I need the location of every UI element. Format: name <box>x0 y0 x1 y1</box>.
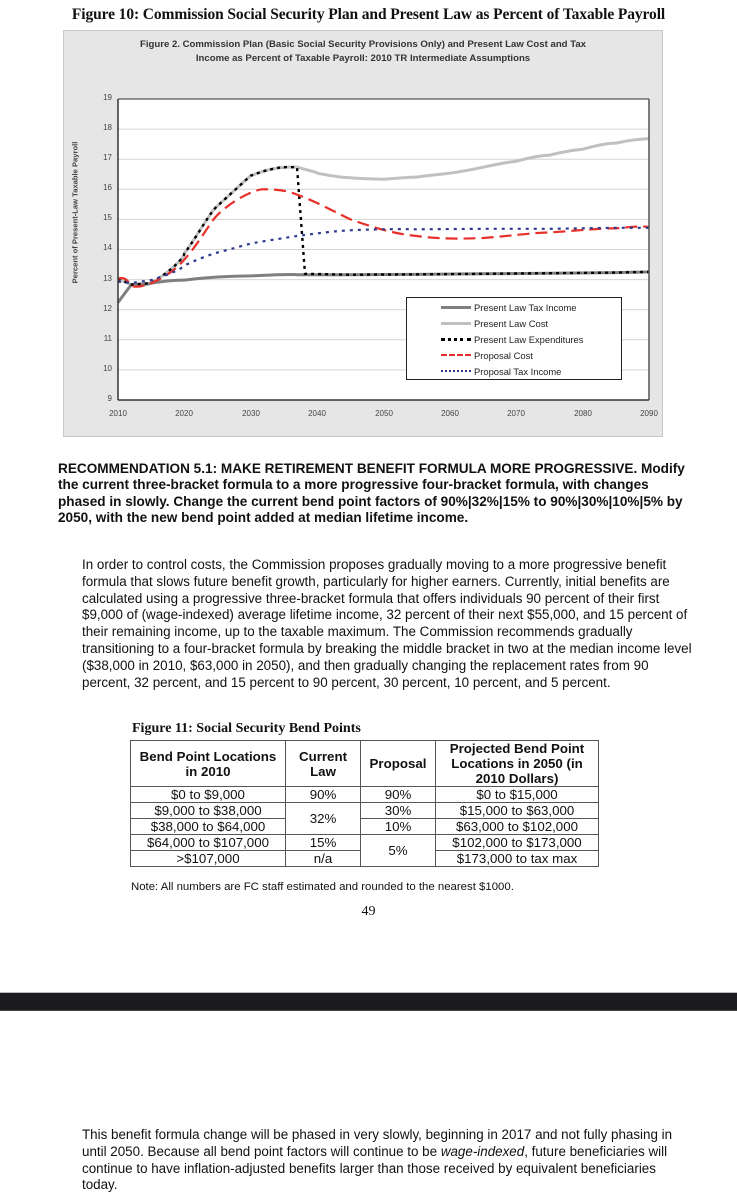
legend-item-present-law-expenditures: Present Law Expenditures <box>407 331 583 347</box>
y-tick: 11 <box>103 334 112 343</box>
y-tick: 19 <box>103 93 112 102</box>
header-proposal: Proposal <box>361 741 436 787</box>
x-tick: 2060 <box>441 409 459 418</box>
cell-range-2050: $63,000 to $102,000 <box>436 819 599 835</box>
dotted-line-swatch-icon <box>441 338 471 341</box>
y-tick: 10 <box>103 364 112 373</box>
y-tick: 15 <box>103 213 112 222</box>
y-tick: 14 <box>103 243 112 252</box>
body-paragraph-2 <box>82 1127 692 1194</box>
chart-inner-title-line2: Income as Percent of Taxable Payroll: 2010 TR Intermediate Assumptions <box>195 53 531 64</box>
figure-11-title: Figure 11: Social Security Bend Points <box>132 721 361 736</box>
x-tick: 2040 <box>308 409 326 418</box>
y-tick: 16 <box>103 183 112 192</box>
cell-range-2010: >$107,000 <box>131 851 286 867</box>
table-header-row <box>131 741 599 787</box>
page-separator-bar <box>0 992 737 1011</box>
line-chart-plot <box>0 0 737 450</box>
y-tick: 18 <box>103 123 112 132</box>
cell-range-2010: $38,000 to $64,000 <box>131 819 286 835</box>
header-bend-points-2010: Bend Point Locations in 2010 <box>131 741 286 787</box>
figure-10-title: Figure 10: Commission Social Security Plan and Present Law as Percent of Taxable Payroll <box>71 6 666 23</box>
table-row <box>131 819 599 835</box>
chart-y-axis-label: Percent of Present-Law Taxable Payroll <box>70 141 80 284</box>
x-tick: 2010 <box>109 409 127 418</box>
solid-line-swatch-icon <box>441 306 471 309</box>
y-tick: 13 <box>103 274 112 283</box>
x-tick: 2070 <box>507 409 525 418</box>
y-tick: 9 <box>107 394 112 403</box>
chart-inner-title-line1: Figure 2. Commission Plan (Basic Social Security Provisions Only) and Present Law Cost and Tax <box>139 39 587 50</box>
cell-range-2010: $0 to $9,000 <box>131 787 286 803</box>
cell-range-2050: $0 to $15,000 <box>436 787 599 803</box>
page-number: 49 <box>361 904 376 919</box>
header-current-law: Current Law <box>286 741 361 787</box>
legend-item-present-law-tax-income: Present Law Tax Income <box>407 299 576 315</box>
bend-points-table <box>130 740 599 867</box>
cell-range-2010: $9,000 to $38,000 <box>131 803 286 819</box>
cell-proposal: 10% <box>361 819 436 835</box>
table-row <box>131 803 599 819</box>
cell-proposal: 5% <box>361 835 436 867</box>
cell-proposal: 30% <box>361 803 436 819</box>
body-paragraph-1: In order to control costs, the Commission proposes gradually moving to a more progressive benefit formula that slows future benefit growth, particularly for higher earners. Currently, initial benefits are calculated using a progressive three-bracket formula that offers individuals 90 percent of their first $9,000 of (wage-indexed) average lifetime income, 32 percent of their next $55,000, and 15 percent of their remaining income, up to the taxable maximum. The Commission recommends gradually transitioning to a four-bracket formula by breaking the middle bracket in two at the median income level ($38,000 in 2010, $63,000 in 2050), and then gradually changing the replacement rates from 90 percent, 32 percent, and 15 percent to 90 percent, 30 percent, 10 percent, and 5 percent. <box>82 557 692 690</box>
cell-range-2050: $173,000 to tax max <box>436 851 599 867</box>
header-bend-points-2050: Projected Bend Point Locations in 2050 (in 2010 Dollars) <box>436 741 599 787</box>
recommendation-heading: RECOMMENDATION 5.1: MAKE RETIREMENT BENEFIT FORMULA MORE PROGRESSIVE. Modify the current three-bracket formula to a more progressive four-bracket formula, with changes phased in slowly. Change the current bend point factors of 90%|32%|15% to 90%|30%|10%|5% by 2050, with the new bend point added at median lifetime income. <box>58 461 685 526</box>
solid-line-swatch-icon <box>441 322 471 325</box>
table-note: Note: All numbers are FC staff estimated and rounded to the nearest $1000. <box>131 881 514 893</box>
x-tick: 2080 <box>574 409 592 418</box>
table-row <box>131 835 599 851</box>
chart-legend <box>406 297 622 380</box>
legend-item-proposal-cost: Proposal Cost <box>407 347 533 363</box>
cell-range-2010: $64,000 to $107,000 <box>131 835 286 851</box>
paragraph-2-text-after: , future beneficiaries will continue to have inflation-adjusted benefits larger than those received by equivalent beneficiaries today. <box>82 1143 668 1193</box>
x-tick: 2050 <box>375 409 393 418</box>
table-row <box>131 787 599 803</box>
x-tick: 2020 <box>175 409 193 418</box>
cell-current-law: n/a <box>286 851 361 867</box>
cell-proposal: 90% <box>361 787 436 803</box>
paragraph-2-text-before: This benefit formula change will be phased in very slowly, beginning in 2017 and not fully phasing in until 2050. Because all bend point factors will continue to be <box>82 1127 673 1159</box>
x-tick: 2090 <box>640 409 658 418</box>
dashed-line-swatch-icon <box>441 354 471 356</box>
cell-current-law: 32% <box>286 803 361 835</box>
cell-range-2050: $102,000 to $173,000 <box>436 835 599 851</box>
y-tick: 17 <box>103 153 112 162</box>
dotted-line-swatch-icon <box>441 370 471 372</box>
y-tick: 12 <box>103 304 112 313</box>
paragraph-2-italic-term: wage-indexed <box>440 1143 525 1159</box>
cell-range-2050: $15,000 to $63,000 <box>436 803 599 819</box>
cell-current-law: 90% <box>286 787 361 803</box>
legend-item-proposal-tax-income: Proposal Tax Income <box>407 363 561 379</box>
legend-item-present-law-cost: Present Law Cost <box>407 315 548 331</box>
x-tick: 2030 <box>242 409 260 418</box>
cell-current-law: 15% <box>286 835 361 851</box>
